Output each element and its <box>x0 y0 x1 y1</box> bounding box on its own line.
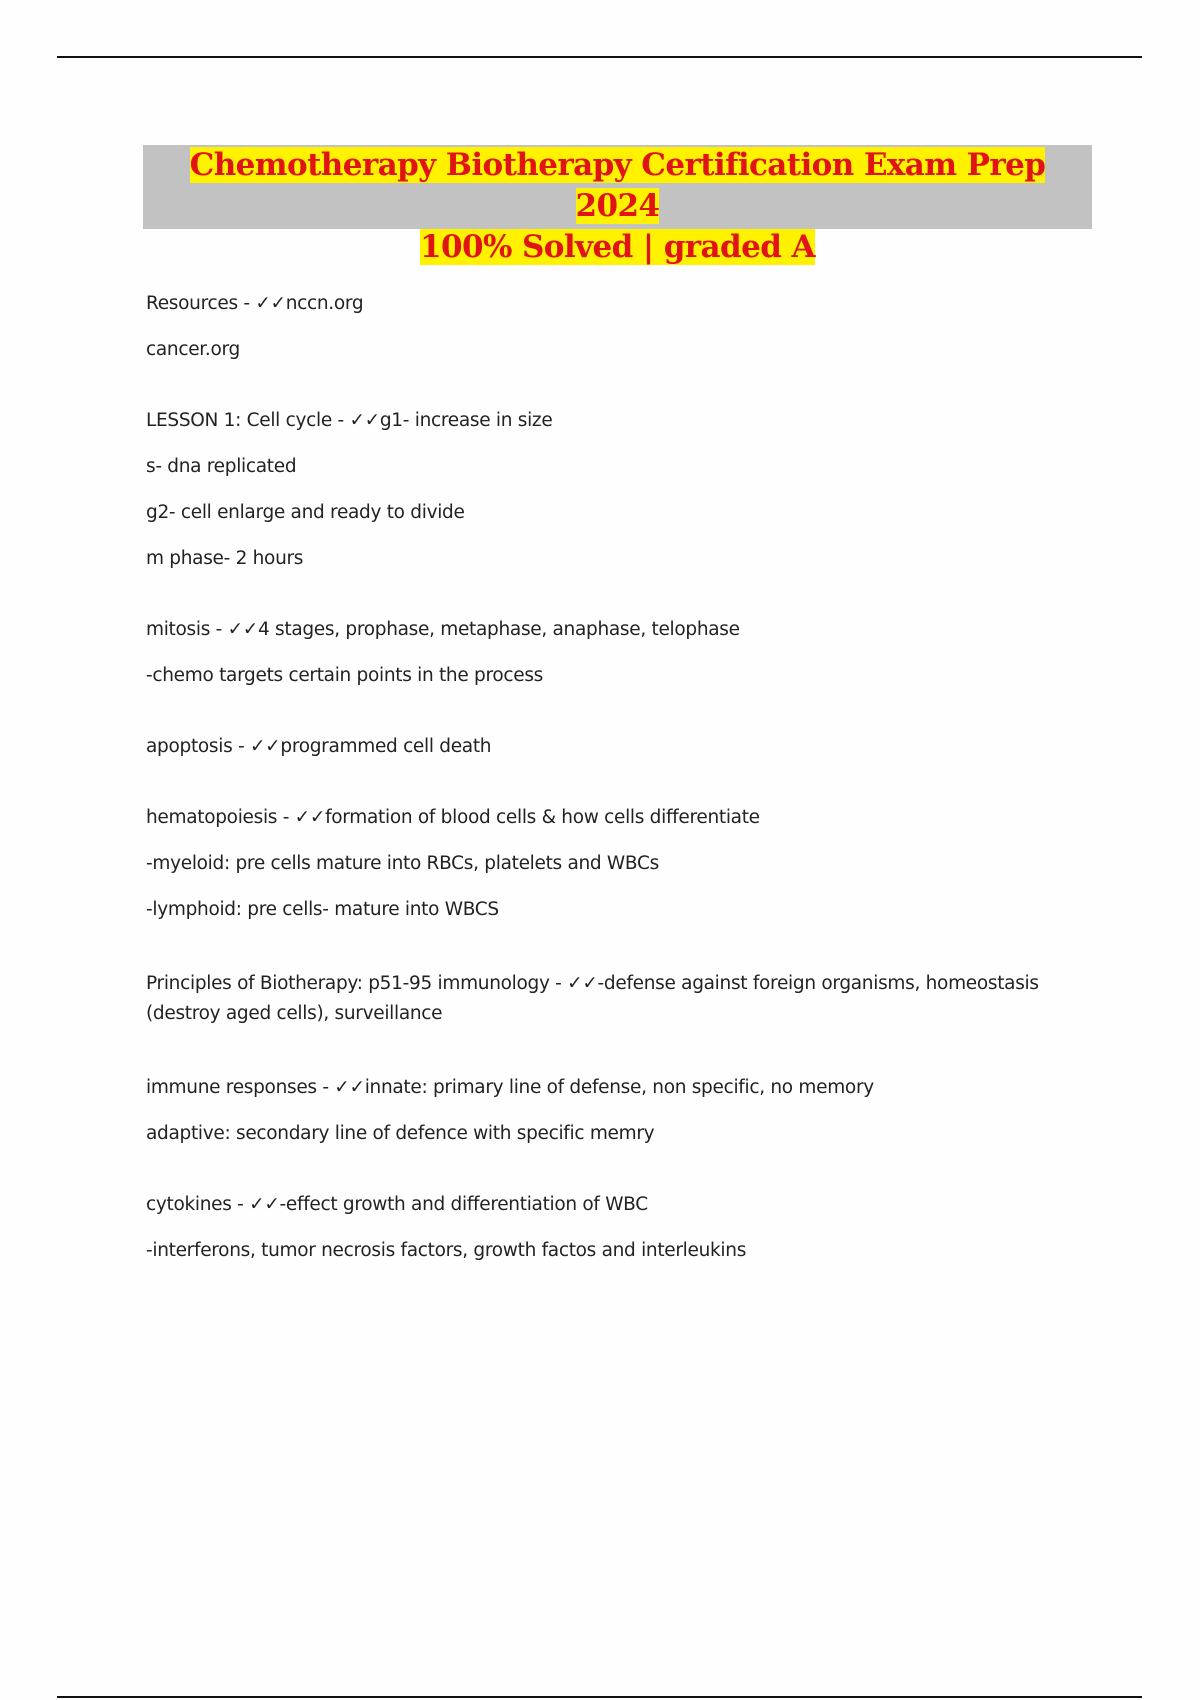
section-cytokines <box>146 1193 1066 1263</box>
text-line: -lymphoid: pre cells- mature into WBCS <box>146 899 499 920</box>
section-biotherapy <box>146 969 1066 1029</box>
text-line: -chemo targets certain points in the process <box>146 665 544 686</box>
document-title <box>143 145 1092 265</box>
text-line: adaptive: secondary line of defence with specific memry <box>146 1123 655 1144</box>
text-line: Principles of Biotherapy: p51-95 immunology - ✓✓-defense against foreign organisms, homeostasis (destroy aged cells), surveillance <box>146 973 1039 1024</box>
text-line: hematopoiesis - ✓✓formation of blood cells & how cells differentiate <box>146 807 760 828</box>
title-line-2: 100% Solved | graded A <box>420 229 815 265</box>
section-apoptosis <box>146 735 1066 759</box>
text-line: cancer.org <box>146 339 240 360</box>
text-line: -myeloid: pre cells mature into RBCs, platelets and WBCs <box>146 853 659 874</box>
section-resources <box>146 292 1066 362</box>
section-immune-responses <box>146 1076 1066 1146</box>
text-line: cytokines - ✓✓-effect growth and differentiation of WBC <box>146 1194 648 1215</box>
text-line: m phase- 2 hours <box>146 548 304 569</box>
text-line: g2- cell enlarge and ready to divide <box>146 502 465 523</box>
text-line: immune responses - ✓✓innate: primary line of defense, non specific, no memory <box>146 1077 874 1098</box>
text-line: mitosis - ✓✓4 stages, prophase, metaphase, anaphase, telophase <box>146 619 740 640</box>
header-rule <box>57 56 1142 58</box>
text-line: Resources - ✓✓nccn.org <box>146 293 364 314</box>
text-line: -interferons, tumor necrosis factors, growth factos and interleukins <box>146 1240 747 1261</box>
title-line-1: Chemotherapy Biotherapy Certification Exam Prep 2024 <box>189 147 1046 224</box>
document-body <box>146 292 1066 1310</box>
text-line: s- dna replicated <box>146 456 297 477</box>
footer-rule <box>57 1696 1142 1698</box>
text-line: LESSON 1: Cell cycle - ✓✓g1- increase in size <box>146 410 553 431</box>
section-mitosis <box>146 618 1066 688</box>
section-hematopoiesis <box>146 806 1066 922</box>
text-line: apoptosis - ✓✓programmed cell death <box>146 736 492 757</box>
section-cell-cycle <box>146 409 1066 571</box>
